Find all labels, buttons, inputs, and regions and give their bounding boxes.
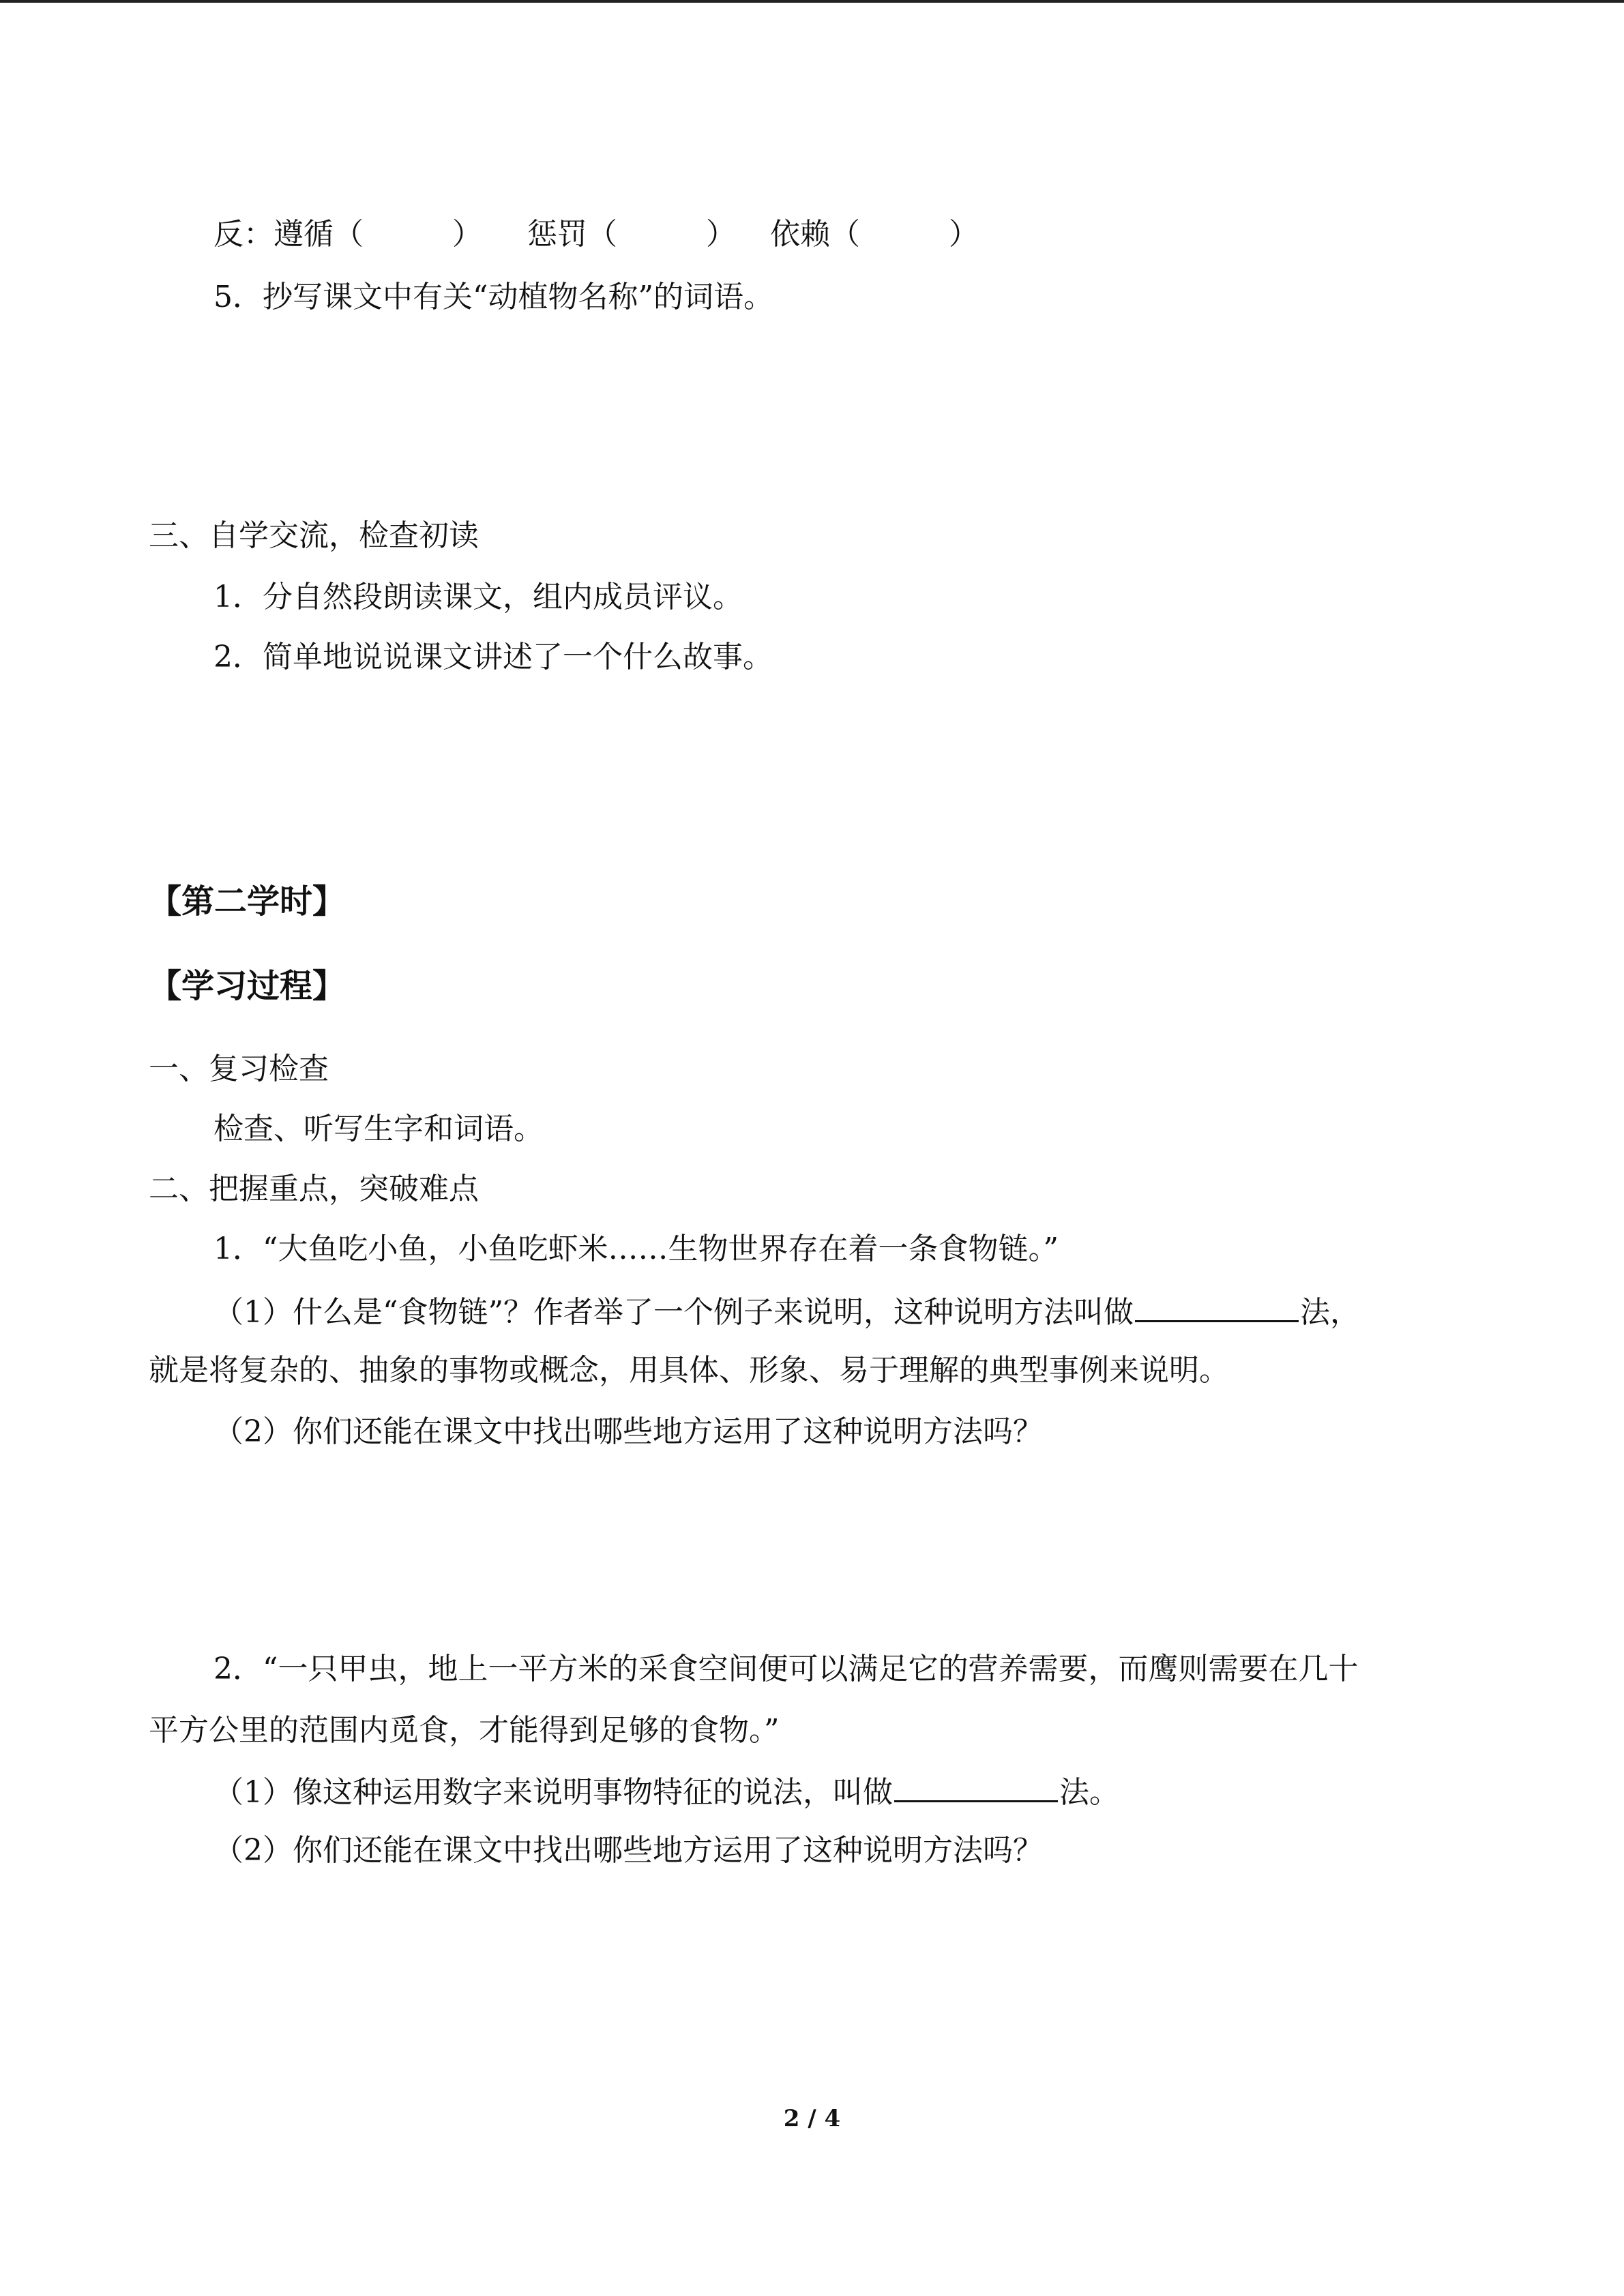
focus-question-2-1-suffix: 法。 [1059,1775,1119,1810]
question-5: 5．抄写课文中有关“动植物名称”的词语。 [213,280,773,314]
antonym-close-3: ） [949,217,979,252]
lesson-2-heading: 【第二学时】 [149,882,346,921]
top-border-rule [0,0,1624,3]
focus-title: 二、把握重点，突破难点 [149,1172,479,1206]
antonym-word-3: 依赖（ [770,217,860,252]
antonym-prefix: 反： [213,217,274,252]
fill-in-blank-2[interactable] [894,1770,1058,1802]
antonym-close-2: ） [706,217,736,252]
focus-question-1-1-continued: 就是将复杂的、抽象的事物或概念，用具体、形象、易于理解的典型事例来说明。 [149,1353,1229,1388]
antonym-line [213,214,979,255]
focus-question-1-2: （2）你们还能在课文中找出哪些地方运用了这种说明方法吗？ [213,1414,1043,1449]
section-3-question-1: 1．分自然段朗读课文，组内成员评议。 [213,580,743,614]
focus-question-2: 2．“一只甲虫，地上一平方米的采食空间便可以满足它的营养需要，而鹰则需要在几十 [213,1652,1359,1686]
section-3-question-2: 2．简单地说说课文讲述了一个什么故事。 [213,640,773,674]
section-3-title: 三、自学交流，检查初读 [149,518,479,553]
review-body: 检查、听写生字和词语。 [213,1112,544,1146]
focus-question-1: 1．“大鱼吃小鱼，小鱼吃虾米……生物世界存在着一条食物链。” [213,1232,1059,1266]
fill-in-blank-1[interactable] [1135,1290,1299,1322]
focus-question-1-1-text: （1）什么是“食物链”？作者举了一个例子来说明，这种说明方法叫做 [213,1295,1134,1330]
focus-question-1-1-suffix: 法， [1299,1295,1360,1330]
review-title: 一、复习检查 [149,1052,329,1086]
focus-question-2-continued: 平方公里的范围内觅食，才能得到足够的食物。” [149,1713,780,1748]
antonym-word-1: 遵循（ [274,217,364,252]
focus-question-1-1 [213,1290,1360,1333]
focus-question-2-2: （2）你们还能在课文中找出哪些地方运用了这种说明方法吗？ [213,1833,1043,1868]
page-number: 2 / 4 [783,2105,841,2132]
learning-process-heading: 【学习过程】 [149,967,346,1005]
focus-question-2-1 [213,1770,1119,1813]
antonym-close-1: ） [452,217,482,252]
focus-question-2-1-text: （1）像这种运用数字来说明事物特征的说法，叫做 [213,1775,893,1810]
antonym-word-2: 惩罚（ [527,217,617,252]
